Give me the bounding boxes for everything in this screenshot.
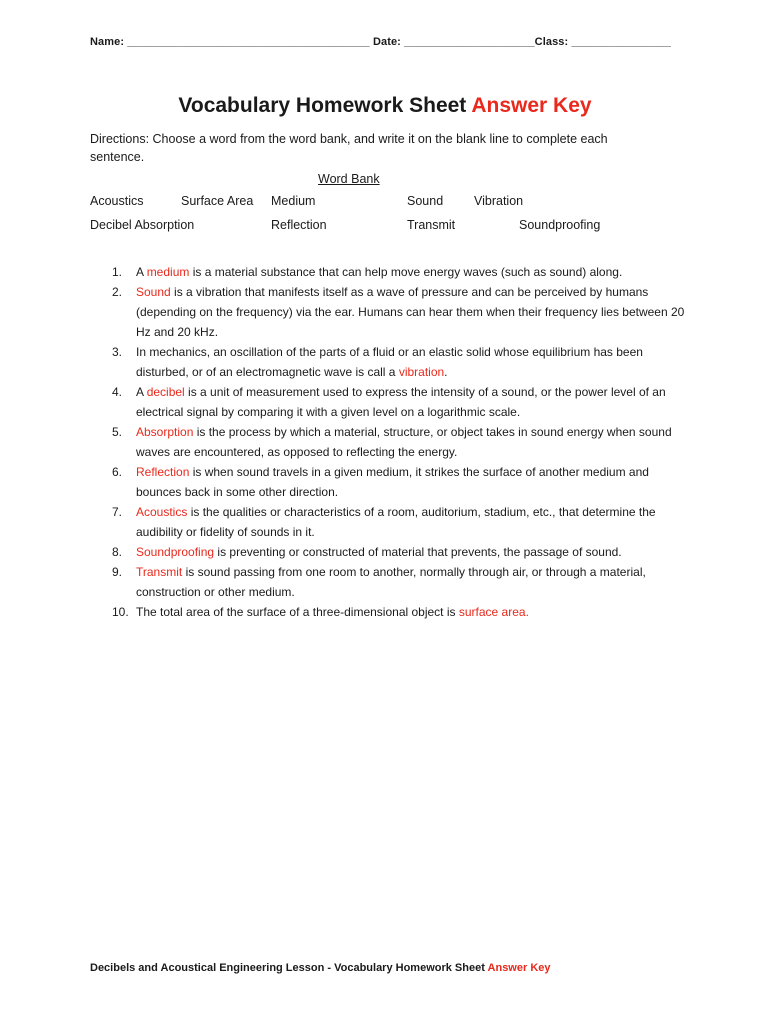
item-text-post: is a unit of measurement used to express the intensity of a sound, or the power level of an electrical signal by comparing it with a given level on a logarithmic scale.: [136, 385, 666, 419]
item-text-post: is a material substance that can help move energy waves (such as sound) along.: [189, 265, 623, 279]
item-number: 3.: [112, 345, 123, 359]
class-field-label: Class: ________________: [534, 36, 671, 48]
footer-main: Decibels and Acoustical Engineering Lesson - Vocabulary Homework Sheet: [90, 962, 488, 974]
list-item: [90, 382, 690, 422]
date-field-label: Date: _____________________: [372, 36, 535, 48]
list-item: [90, 562, 690, 602]
item-text-post: is the qualities or characteristics of a room, auditorium, stadium, etc., that determine the audibility or fidelity of sounds in it.: [136, 505, 656, 539]
word-bank-word: Vibration: [474, 194, 524, 208]
header-fields: [90, 36, 710, 48]
item-number: 4.: [112, 385, 123, 399]
answer-word: Reflection: [136, 465, 190, 479]
item-text-post: is sound passing from one room to another, normally through air, or through a material, construction or other medium.: [136, 565, 646, 599]
answer-word: Absorption: [136, 425, 194, 439]
answer-word: medium: [146, 265, 190, 279]
item-number: 1.: [112, 265, 123, 279]
question-list: [90, 262, 690, 622]
answer-word: Acoustics: [136, 505, 188, 519]
word-bank-word: Acoustics: [90, 194, 144, 208]
answer-word: Sound: [136, 285, 171, 299]
item-text-post: is a vibration that manifests itself as a wave of pressure and can be perceived by humans (depending on the frequency) via the ear. Humans can hear them when their frequency lies between 20 Hz and 20 kHz.: [136, 285, 685, 339]
name-field-label: Name: _______________________________________: [90, 36, 370, 48]
list-item: [90, 462, 690, 502]
answer-word: surface area.: [458, 605, 529, 619]
item-number: 7.: [112, 505, 123, 519]
item-number: 6.: [112, 465, 123, 479]
item-text-post: is when sound travels in a given medium, it strikes the surface of another medium and bounces back in some other direction.: [136, 465, 649, 499]
footer-accent: Answer Key: [487, 962, 551, 974]
list-item: [90, 342, 690, 382]
item-text-pre: A: [136, 265, 147, 279]
item-number: 9.: [112, 565, 123, 579]
item-number: 5.: [112, 425, 123, 439]
page-footer: [90, 962, 551, 974]
list-item: [90, 502, 690, 542]
item-text-post: is preventing or constructed of material that prevents, the passage of sound.: [214, 545, 622, 559]
word-bank-word: Sound: [407, 194, 444, 208]
item-number: 2.: [112, 285, 123, 299]
word-bank-word: Soundproofing: [519, 218, 601, 232]
word-bank-word: Reflection: [271, 218, 327, 232]
page-title-main: Vocabulary Homework Sheet: [178, 94, 472, 117]
list-item: [90, 282, 690, 342]
answer-word: vibration: [398, 365, 445, 379]
list-item: [90, 542, 690, 562]
word-bank-word: Decibel Absorption: [90, 218, 195, 232]
list-item: [90, 602, 690, 622]
word-bank-word: Medium: [271, 194, 316, 208]
page-title: [0, 94, 770, 118]
item-number: 8.: [112, 545, 123, 559]
word-bank-word: Surface Area: [181, 194, 254, 208]
answer-word: Soundproofing: [136, 545, 215, 559]
page-title-accent: Answer Key: [471, 94, 592, 117]
item-text-pre: The total area of the surface of a three-dimensional object is: [136, 605, 459, 619]
list-item: [90, 262, 690, 282]
answer-word: decibel: [146, 385, 185, 399]
item-number: 10.: [112, 605, 129, 619]
item-text-pre: A: [136, 385, 147, 399]
item-text-post: .: [444, 365, 448, 379]
item-text-pre: In mechanics, an oscillation of the parts of a fluid or an elastic solid whose equilibrium has been disturbed, or of an electromagnetic wave is call a: [136, 345, 643, 379]
word-bank-word: Transmit: [407, 218, 456, 232]
directions-text: Directions: Choose a word from the word bank, and write it on the blank line to complete each sentence.: [90, 132, 608, 164]
answer-word: Transmit: [136, 565, 183, 579]
item-text-post: is the process by which a material, structure, or object takes in sound energy when sound waves are encountered, as opposed to reflecting the energy.: [136, 425, 672, 459]
list-item: [90, 422, 690, 462]
word-bank-title: Word Bank: [318, 172, 380, 186]
